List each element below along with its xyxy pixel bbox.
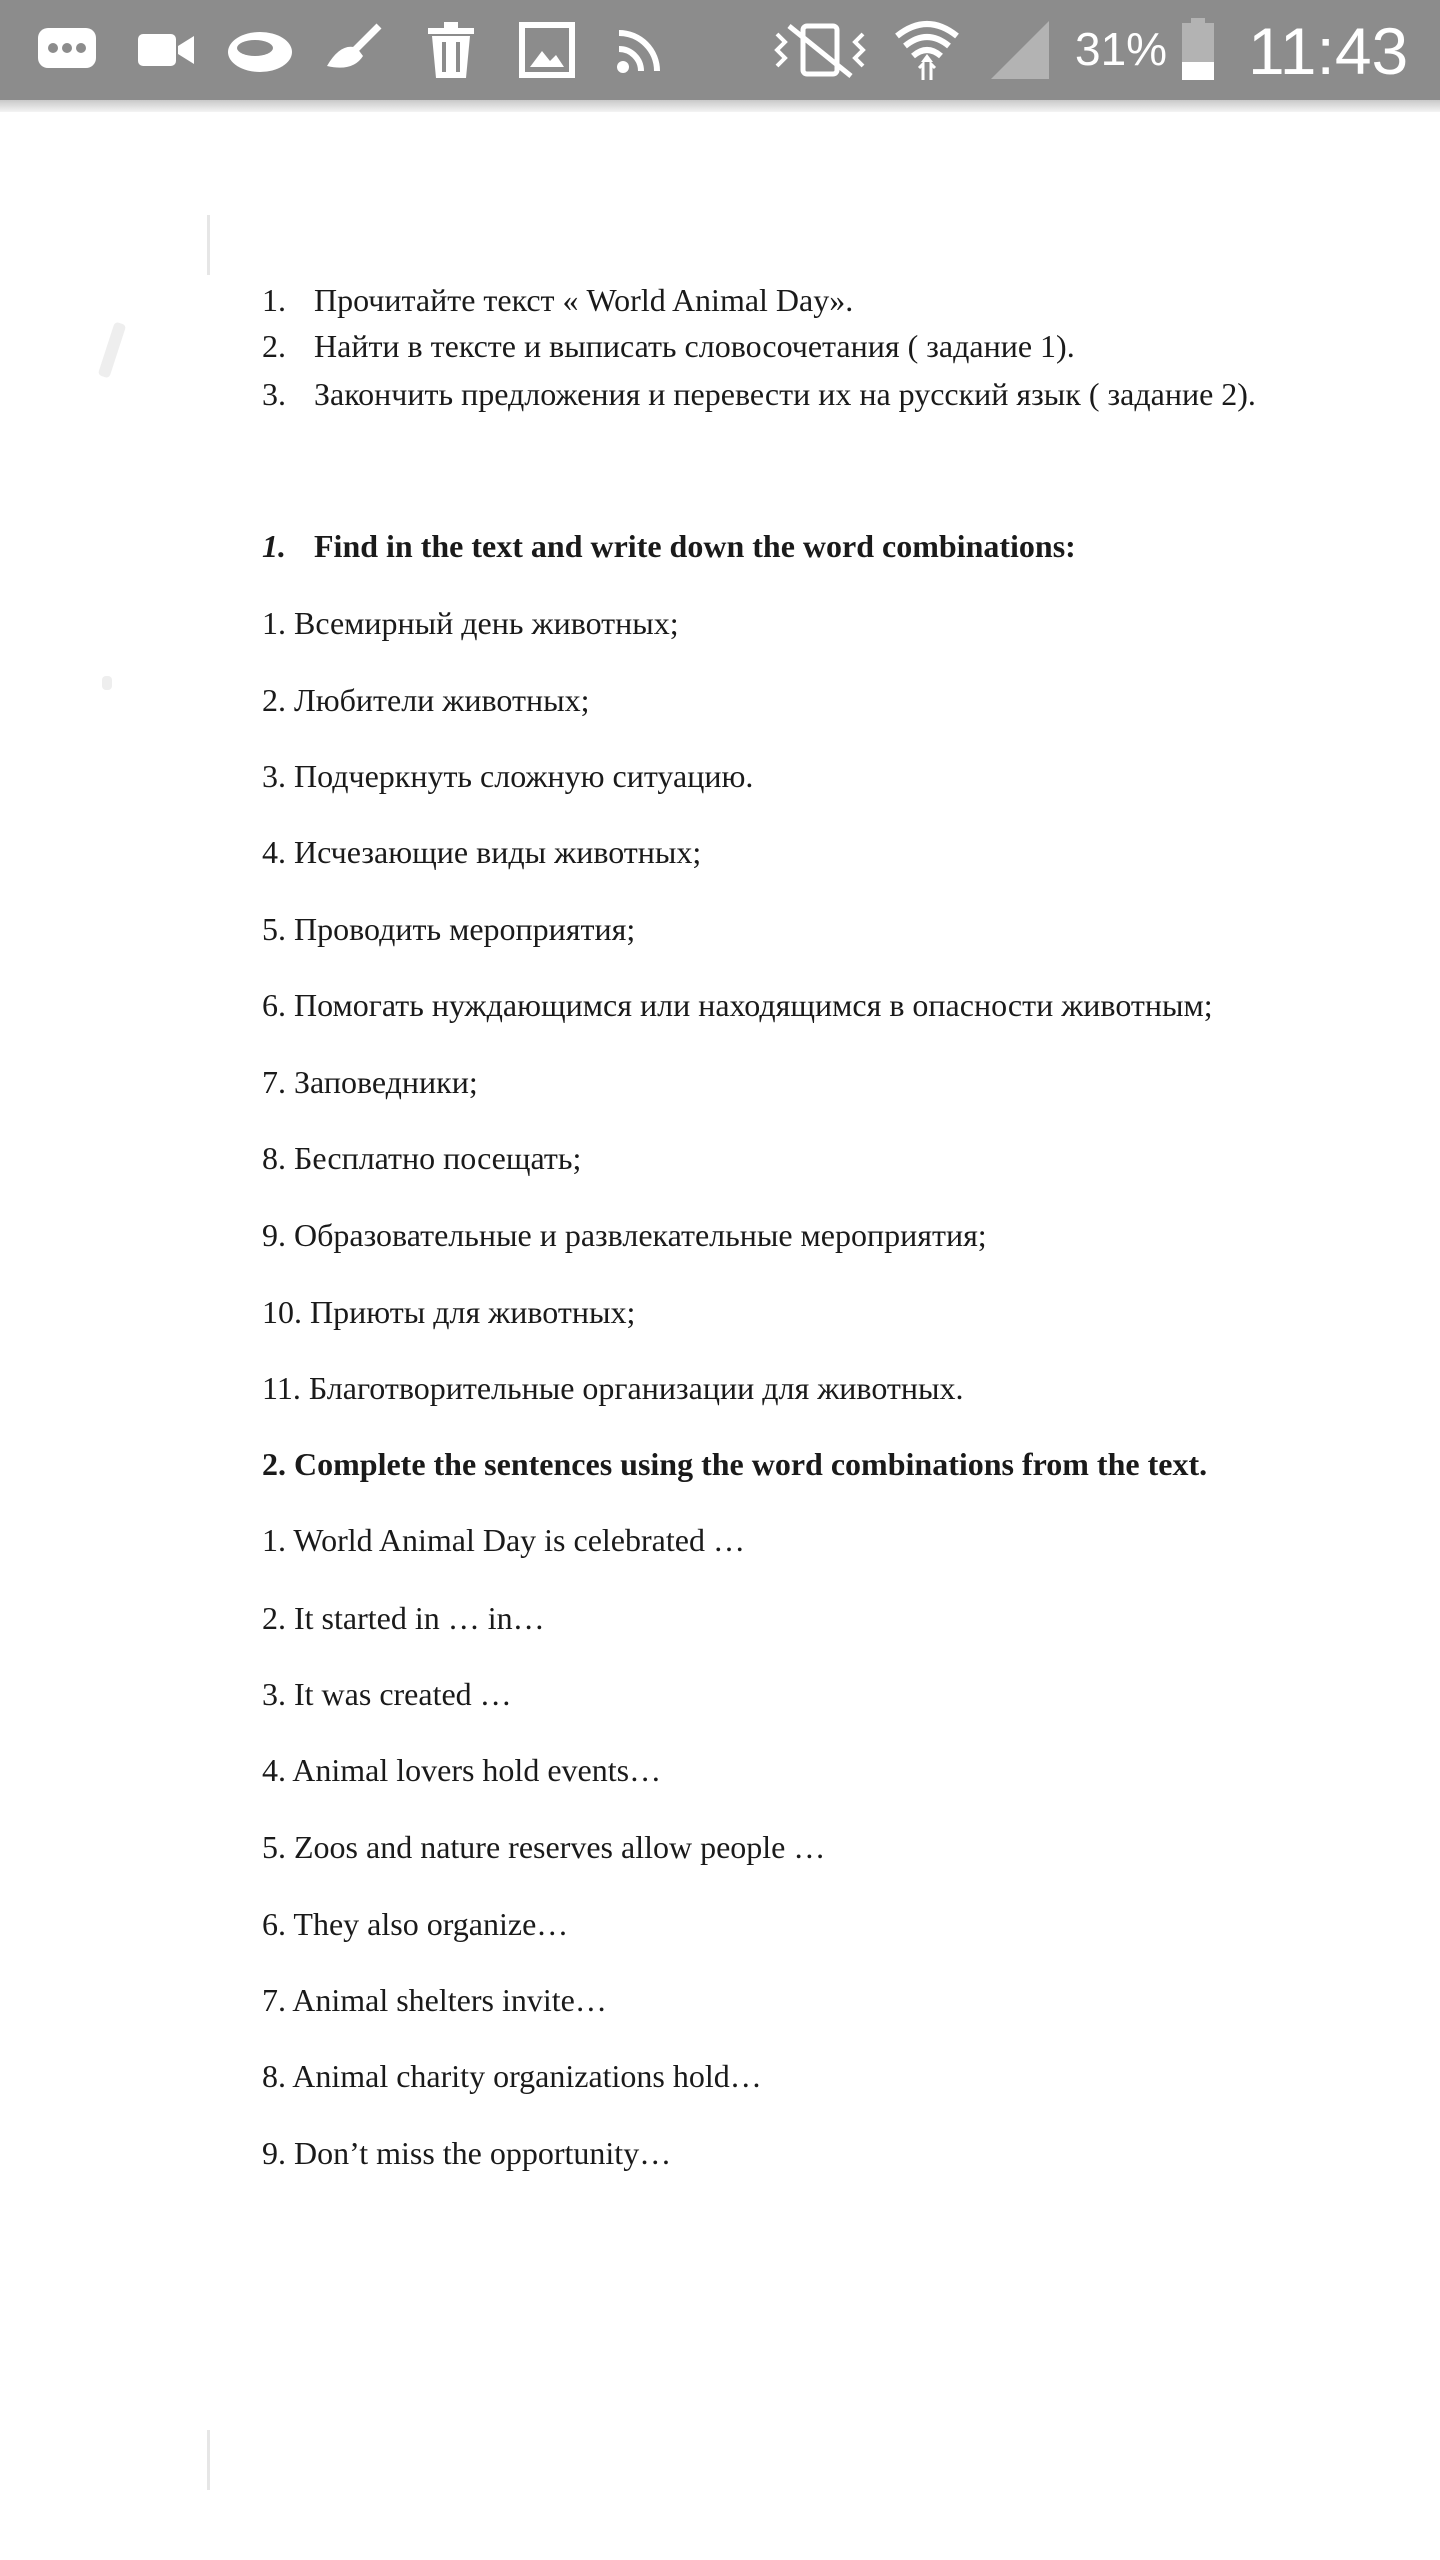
intro-item-number: 2. (262, 328, 286, 364)
wifi-icon (892, 18, 962, 82)
rss-icon (612, 18, 668, 82)
task2-item: 6. They also organize… (262, 1906, 569, 1942)
intro-item-number: 1. (262, 282, 286, 318)
task1-item: 1. Всемирный день животных; (262, 605, 679, 641)
message-icon (34, 18, 100, 82)
task1-item: 8. Бесплатно посещать; (262, 1140, 582, 1176)
intro-item-text: Прочитайте текст « World Animal Day». (314, 282, 854, 318)
task1-item: 7. Заповедники; (262, 1064, 478, 1100)
intro-item (262, 326, 1075, 366)
task2-item: 1. World Animal Day is celebrated … (262, 1522, 745, 1558)
gallery-icon (516, 18, 578, 82)
signal-icon (988, 18, 1052, 82)
task2-item: 5. Zoos and nature reserves allow people … (262, 1829, 826, 1865)
trash-icon (420, 18, 482, 82)
task2-item: 3. It was created … (262, 1676, 512, 1712)
intro-item-text: Найти в тексте и выписать словосочетания ( задание 1). (314, 328, 1075, 364)
task2-item: 7. Animal shelters invite… (262, 1982, 607, 2018)
intro-item (262, 280, 853, 320)
clock: 11:43 (1248, 14, 1409, 88)
intro-item (262, 374, 1256, 414)
task1-heading (262, 526, 1076, 566)
task2-item: 4. Animal lovers hold events… (262, 1752, 662, 1788)
task2-item: 2. It started in … in… (262, 1600, 545, 1636)
status-bar-shadow (0, 100, 1440, 112)
task1-item: 6. Помогать нуждающимся или находящимся в опасности животным; (262, 987, 1213, 1023)
broom-icon (322, 18, 386, 82)
vibrate-icon (772, 18, 868, 82)
task1-number: 1. (262, 528, 286, 564)
intro-item-number: 3. (262, 376, 286, 412)
task1-item: 2. Любители животных; (262, 682, 590, 718)
intro-item-text: Закончить предложения и перевести их на русский язык ( задание 2). (314, 376, 1256, 412)
task1-heading-text: Find in the text and write down the word combinations: (314, 528, 1076, 564)
task1-item: 11. Благотворительные организации для животных. (262, 1370, 964, 1406)
scan-smudge (102, 676, 112, 690)
task2-item: 9. Don’t miss the opportunity… (262, 2135, 672, 2171)
video-icon (134, 18, 198, 82)
battery-icon (1178, 18, 1218, 82)
battery-percent: 31% (1075, 23, 1168, 75)
task1-item: 3. Подчеркнуть сложную ситуацию. (262, 758, 754, 794)
task2-item: 8. Animal charity organizations hold… (262, 2058, 762, 2094)
page-corner-mark (207, 2430, 210, 2490)
task2-heading: 2. Complete the sentences using the word combinations from the text. (262, 1446, 1208, 1482)
cloud-icon (224, 18, 296, 82)
status-bar (0, 0, 1440, 100)
task1-item: 10. Приюты для животных; (262, 1294, 636, 1330)
task1-item: 4. Исчезающие виды животных; (262, 834, 702, 870)
page-corner-mark (207, 215, 210, 275)
task1-item: 9. Образовательные и развлекательные мероприятия; (262, 1217, 987, 1253)
task1-item: 5. Проводить мероприятия; (262, 911, 636, 947)
scan-smudge (98, 322, 127, 379)
